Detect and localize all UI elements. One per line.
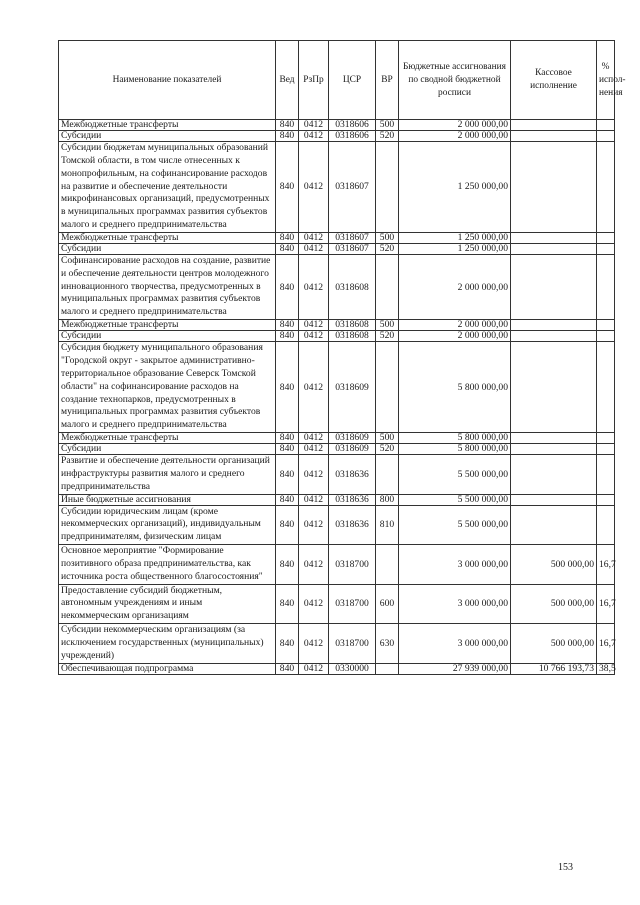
cell-vr: 630 xyxy=(376,624,399,664)
cell-ved: 840 xyxy=(276,320,299,331)
cell-ved: 840 xyxy=(276,455,299,495)
cell-csr: 0318608 xyxy=(329,320,376,331)
cell-ved: 840 xyxy=(276,444,299,455)
cell-budget: 27 939 000,00 xyxy=(399,663,511,674)
cell-csr: 0318606 xyxy=(329,120,376,131)
cell-csr: 0318608 xyxy=(329,254,376,319)
cell-rzpr: 0412 xyxy=(299,232,329,243)
cell-rzpr: 0412 xyxy=(299,545,329,585)
cell-ved: 840 xyxy=(276,584,299,624)
cell-budget: 2 000 000,00 xyxy=(399,331,511,342)
cell-budget: 2 000 000,00 xyxy=(399,131,511,142)
cell-rzpr: 0412 xyxy=(299,663,329,674)
cell-vr: 520 xyxy=(376,131,399,142)
cell-percent xyxy=(597,243,615,254)
cell-vr xyxy=(376,455,399,495)
cell-name: Субсидии некоммерческим организациям (за исключением государственных (муниципальных) учреждений) xyxy=(59,624,276,664)
cell-name: Межбюджетные трансферты xyxy=(59,433,276,444)
cell-rzpr: 0412 xyxy=(299,142,329,233)
cell-percent xyxy=(597,232,615,243)
cell-rzpr: 0412 xyxy=(299,131,329,142)
cell-name: Субсидия бюджету муниципального образования "Городской округ - закрытое административно-территориальное образование Северск Томской области" на софинансирование расходов на создание технопарков, предусмотренных в муниципальных программах развития субъектов малого и среднего предпринимательства xyxy=(59,342,276,433)
cell-ved: 840 xyxy=(276,142,299,233)
cell-budget: 5 500 000,00 xyxy=(399,455,511,495)
cell-csr: 0318636 xyxy=(329,494,376,505)
cell-percent xyxy=(597,444,615,455)
cell-ved: 840 xyxy=(276,494,299,505)
cell-name: Субсидии бюджетам муниципальных образований Томской области, в том числе отнесенных к монопрофильным, на софинансирование расходов на развитие и обеспечение деятельности микрофинансовых организаций, предусмотренных в муниципальных программах развития субъектов малого и среднего предпринимательства xyxy=(59,142,276,233)
cell-budget: 5 500 000,00 xyxy=(399,505,511,545)
table-row xyxy=(59,505,615,545)
cell-cash xyxy=(511,243,597,254)
table-header-row xyxy=(59,41,615,120)
cell-rzpr: 0412 xyxy=(299,120,329,131)
cell-budget: 2 000 000,00 xyxy=(399,254,511,319)
cell-name: Софинансирование расходов на создание, развитие и обеспечение деятельности центров молодежного инновационного творчества, предусмотренных в муниципальных программах развития субъектов малого и среднего предпринимательства xyxy=(59,254,276,319)
cell-csr: 0318700 xyxy=(329,624,376,664)
cell-rzpr: 0412 xyxy=(299,444,329,455)
cell-rzpr: 0412 xyxy=(299,331,329,342)
cell-cash xyxy=(511,142,597,233)
cell-cash: 500 000,00 xyxy=(511,545,597,585)
header-csr: ЦСР xyxy=(329,41,376,120)
cell-rzpr: 0412 xyxy=(299,433,329,444)
cell-percent xyxy=(597,120,615,131)
table-row xyxy=(59,545,615,585)
cell-rzpr: 0412 xyxy=(299,254,329,319)
cell-percent xyxy=(597,254,615,319)
cell-ved: 840 xyxy=(276,663,299,674)
table-row xyxy=(59,243,615,254)
cell-percent xyxy=(597,505,615,545)
cell-vr xyxy=(376,254,399,319)
cell-ved: 840 xyxy=(276,505,299,545)
cell-cash xyxy=(511,120,597,131)
cell-rzpr: 0412 xyxy=(299,320,329,331)
cell-budget: 2 000 000,00 xyxy=(399,120,511,131)
table-row xyxy=(59,663,615,674)
cell-budget: 5 800 000,00 xyxy=(399,444,511,455)
cell-ved: 840 xyxy=(276,342,299,433)
budget-report-page xyxy=(58,40,626,675)
cell-vr xyxy=(376,342,399,433)
table-row xyxy=(59,455,615,495)
cell-vr: 600 xyxy=(376,584,399,624)
cell-budget: 5 800 000,00 xyxy=(399,342,511,433)
cell-name: Субсидии xyxy=(59,331,276,342)
header-percent: % испол-нения xyxy=(597,41,615,120)
cell-budget: 1 250 000,00 xyxy=(399,232,511,243)
cell-cash xyxy=(511,494,597,505)
cell-cash xyxy=(511,254,597,319)
cell-budget: 1 250 000,00 xyxy=(399,142,511,233)
cell-name: Иные бюджетные ассигнования xyxy=(59,494,276,505)
table-row xyxy=(59,254,615,319)
cell-csr: 0318607 xyxy=(329,243,376,254)
cell-cash xyxy=(511,320,597,331)
table-row xyxy=(59,142,615,233)
cell-vr: 520 xyxy=(376,243,399,254)
cell-cash xyxy=(511,455,597,495)
cell-budget: 2 000 000,00 xyxy=(399,320,511,331)
cell-csr: 0318609 xyxy=(329,444,376,455)
header-vr: ВР xyxy=(376,41,399,120)
table-row xyxy=(59,232,615,243)
cell-cash: 10 766 193,73 xyxy=(511,663,597,674)
table-row xyxy=(59,584,615,624)
cell-rzpr: 0412 xyxy=(299,505,329,545)
cell-ved: 840 xyxy=(276,131,299,142)
cell-vr: 500 xyxy=(376,320,399,331)
cell-budget: 3 000 000,00 xyxy=(399,584,511,624)
cell-budget: 3 000 000,00 xyxy=(399,545,511,585)
cell-percent xyxy=(597,342,615,433)
cell-percent: 16,7 xyxy=(597,584,615,624)
cell-cash xyxy=(511,331,597,342)
cell-percent xyxy=(597,331,615,342)
cell-name: Обеспечивающая подпрограмма xyxy=(59,663,276,674)
cell-csr: 0318700 xyxy=(329,584,376,624)
cell-percent xyxy=(597,455,615,495)
cell-rzpr: 0412 xyxy=(299,494,329,505)
page-number: 153 xyxy=(558,862,573,873)
cell-ved: 840 xyxy=(276,120,299,131)
cell-budget: 5 800 000,00 xyxy=(399,433,511,444)
cell-vr: 800 xyxy=(376,494,399,505)
table-row xyxy=(59,444,615,455)
cell-rzpr: 0412 xyxy=(299,243,329,254)
cell-percent xyxy=(597,494,615,505)
cell-csr: 0318607 xyxy=(329,142,376,233)
cell-percent xyxy=(597,131,615,142)
cell-percent: 38,5 xyxy=(597,663,615,674)
cell-vr: 500 xyxy=(376,232,399,243)
cell-percent: 16,7 xyxy=(597,624,615,664)
cell-name: Межбюджетные трансферты xyxy=(59,232,276,243)
cell-cash xyxy=(511,342,597,433)
cell-cash xyxy=(511,232,597,243)
cell-cash xyxy=(511,505,597,545)
cell-ved: 840 xyxy=(276,243,299,254)
cell-percent: 16,7 xyxy=(597,545,615,585)
cell-cash: 500 000,00 xyxy=(511,624,597,664)
header-name: Наименование показателей xyxy=(59,41,276,120)
cell-csr: 0318636 xyxy=(329,455,376,495)
cell-rzpr: 0412 xyxy=(299,624,329,664)
cell-budget: 5 500 000,00 xyxy=(399,494,511,505)
cell-vr: 810 xyxy=(376,505,399,545)
cell-csr: 0318700 xyxy=(329,545,376,585)
cell-budget: 3 000 000,00 xyxy=(399,624,511,664)
cell-name: Предоставление субсидий бюджетным, автономным учреждениям и иным некоммерческим организациям xyxy=(59,584,276,624)
header-cash: Кассовое исполнение xyxy=(511,41,597,120)
cell-vr: 520 xyxy=(376,331,399,342)
cell-csr: 0318609 xyxy=(329,433,376,444)
table-row xyxy=(59,624,615,664)
table-body xyxy=(59,120,615,675)
cell-cash xyxy=(511,131,597,142)
cell-name: Субсидии xyxy=(59,131,276,142)
cell-percent xyxy=(597,320,615,331)
cell-budget: 1 250 000,00 xyxy=(399,243,511,254)
cell-vr: 500 xyxy=(376,120,399,131)
header-ved: Вед xyxy=(276,41,299,120)
cell-csr: 0318606 xyxy=(329,131,376,142)
cell-rzpr: 0412 xyxy=(299,342,329,433)
table-row xyxy=(59,320,615,331)
cell-name: Межбюджетные трансферты xyxy=(59,320,276,331)
table-row xyxy=(59,342,615,433)
table-row xyxy=(59,433,615,444)
cell-name: Основное мероприятие "Формирование позитивного образа предпринимательства, как источника роста общественного благосостояния" xyxy=(59,545,276,585)
cell-name: Субсидии xyxy=(59,243,276,254)
table-row xyxy=(59,120,615,131)
cell-csr: 0318636 xyxy=(329,505,376,545)
cell-vr xyxy=(376,663,399,674)
cell-percent xyxy=(597,433,615,444)
cell-ved: 840 xyxy=(276,624,299,664)
cell-vr: 520 xyxy=(376,444,399,455)
cell-csr: 0330000 xyxy=(329,663,376,674)
cell-name: Развитие и обеспечение деятельности организаций инфраструктуры развития малого и среднего предпринимательства xyxy=(59,455,276,495)
cell-name: Субсидии xyxy=(59,444,276,455)
table-row xyxy=(59,494,615,505)
header-rzpr: РзПр xyxy=(299,41,329,120)
cell-csr: 0318609 xyxy=(329,342,376,433)
cell-name: Субсидии юридическим лицам (кроме некоммерческих организаций), индивидуальным предпринимателям, физическим лицам xyxy=(59,505,276,545)
cell-ved: 840 xyxy=(276,545,299,585)
cell-rzpr: 0412 xyxy=(299,455,329,495)
table-row xyxy=(59,131,615,142)
cell-percent xyxy=(597,142,615,233)
cell-cash xyxy=(511,433,597,444)
cell-vr: 500 xyxy=(376,433,399,444)
cell-ved: 840 xyxy=(276,254,299,319)
table-row xyxy=(59,331,615,342)
cell-ved: 840 xyxy=(276,331,299,342)
cell-vr xyxy=(376,545,399,585)
cell-cash xyxy=(511,444,597,455)
cell-ved: 840 xyxy=(276,433,299,444)
cell-name: Межбюджетные трансферты xyxy=(59,120,276,131)
cell-csr: 0318607 xyxy=(329,232,376,243)
budget-table xyxy=(58,40,626,675)
cell-ved: 840 xyxy=(276,232,299,243)
cell-rzpr: 0412 xyxy=(299,584,329,624)
cell-cash: 500 000,00 xyxy=(511,584,597,624)
cell-vr xyxy=(376,142,399,233)
cell-csr: 0318608 xyxy=(329,331,376,342)
header-budget: Бюджетные ассигнования по сводной бюджетной росписи xyxy=(399,41,511,120)
